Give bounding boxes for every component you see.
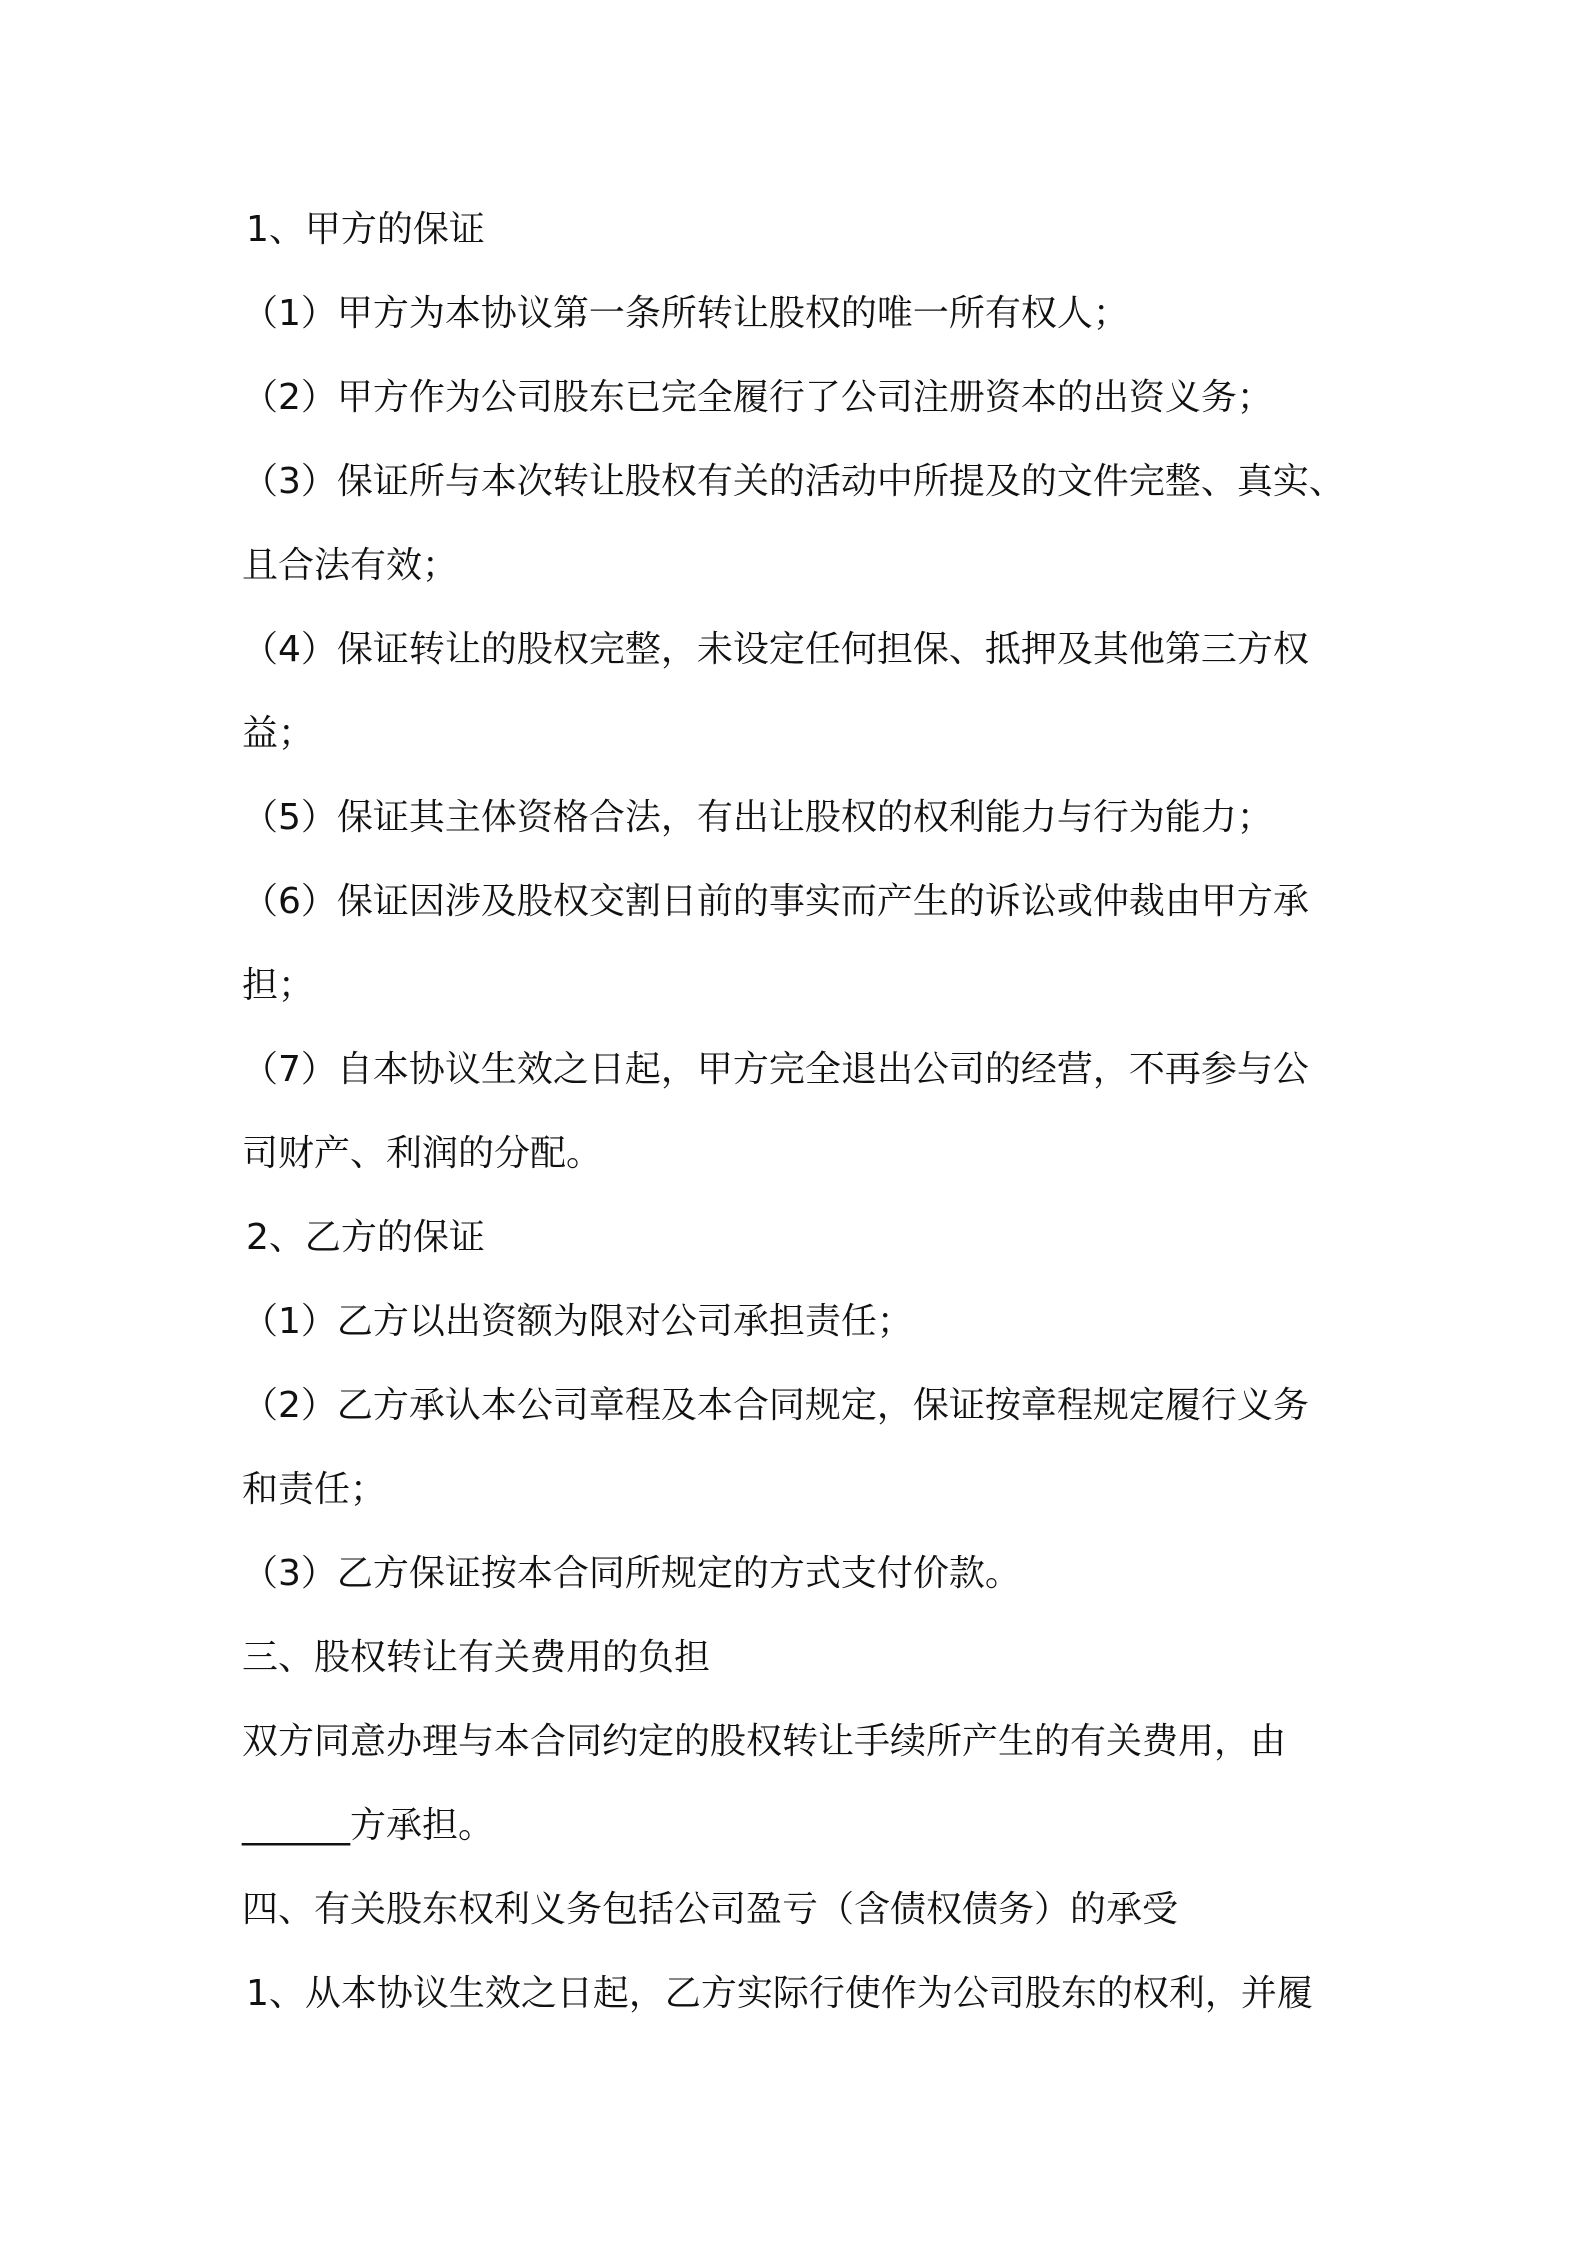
paragraph-line: 担； <box>242 965 315 1006</box>
paragraph-line: （2）乙方承认本公司章程及本合同规定，保证按章程规定履行义务 <box>242 1385 1309 1426</box>
paragraph-line: （1）乙方以出资额为限对公司承担责任； <box>242 1301 913 1342</box>
paragraph-line: （2）甲方作为公司股东已完全履行了公司注册资本的出资义务； <box>242 377 1273 418</box>
paragraph-line: （3）乙方保证按本合同所规定的方式支付价款。 <box>242 1553 1021 1594</box>
section-heading-shareholder-rights: 四、有关股东权利义务包括公司盈亏（含债权债务）的承受 <box>242 1889 1179 1930</box>
paragraph-line: 司财产、利润的分配。 <box>242 1133 603 1174</box>
paragraph-line: ______方承担。 <box>242 1805 495 1846</box>
paragraph-line: 双方同意办理与本合同约定的股权转让手续所产生的有关费用，由 <box>242 1721 1287 1762</box>
paragraph-line: （1）甲方为本协议第一条所转让股权的唯一所有权人； <box>242 293 1129 334</box>
paragraph-line: （3）保证所与本次转让股权有关的活动中所提及的文件完整、真实、 <box>242 461 1345 502</box>
paragraph-line: 益； <box>242 713 315 754</box>
section-heading-party-b-warranties: 2、乙方的保证 <box>246 1217 485 1258</box>
paragraph-line: （7）自本协议生效之日起，甲方完全退出公司的经营，不再参与公 <box>242 1049 1309 1090</box>
paragraph-line: 和责任； <box>242 1469 387 1510</box>
paragraph-line: 1、从本协议生效之日起，乙方实际行使作为公司股东的权利，并履 <box>246 1973 1313 2014</box>
section-heading-transfer-fees: 三、股权转让有关费用的负担 <box>242 1637 711 1678</box>
paragraph-line: （4）保证转让的股权完整，未设定任何担保、抵押及其他第三方权 <box>242 629 1309 670</box>
section-heading-party-a-warranties: 1、甲方的保证 <box>246 209 485 250</box>
paragraph-line: 且合法有效； <box>242 545 459 586</box>
paragraph-line: （5）保证其主体资格合法，有出让股权的权利能力与行为能力； <box>242 797 1273 838</box>
paragraph-line: （6）保证因涉及股权交割日前的事实而产生的诉讼或仲裁由甲方承 <box>242 881 1309 922</box>
